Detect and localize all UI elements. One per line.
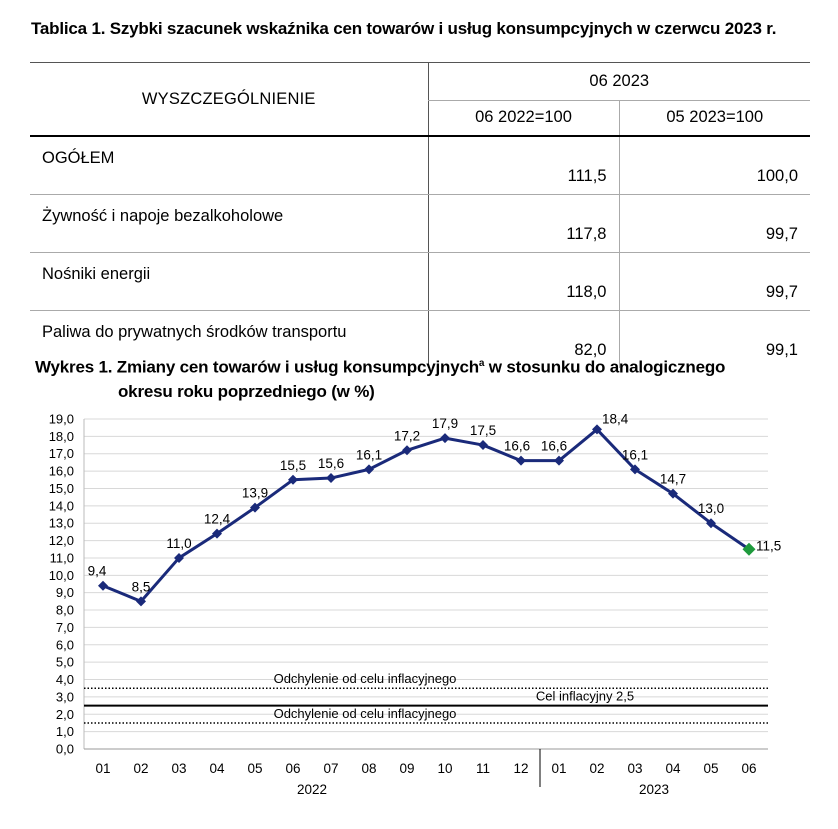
x-tick-label: 09: [399, 761, 415, 776]
data-label: 18,4: [602, 411, 629, 427]
data-label: 15,5: [279, 457, 307, 473]
x-tick-label: 02: [589, 761, 605, 776]
y-tick-label: 16,0: [48, 463, 74, 479]
year-label: 2023: [638, 782, 670, 797]
data-point-marker: [440, 433, 450, 443]
data-label: 11,5: [756, 538, 782, 554]
row-label: OGÓŁEM: [30, 136, 428, 195]
x-tick-label: 11: [475, 761, 491, 776]
data-label: 16,6: [540, 438, 568, 454]
y-tick-label: 9,0: [55, 585, 74, 601]
chart-title-line1-end: w stosunku do analogicznego: [484, 357, 726, 377]
row-value-yoy: 82,0: [428, 311, 619, 369]
data-point-marker: [364, 464, 374, 474]
chart-title-footnote-mark: a: [478, 358, 485, 369]
data-point-marker: [326, 473, 336, 483]
y-tick-label: 8,0: [55, 602, 74, 618]
x-tick-label: 08: [361, 761, 377, 776]
y-tick-label: 5,0: [55, 654, 74, 670]
row-value-mom: 100,0: [619, 136, 810, 195]
header-period: 06 2023: [428, 63, 810, 101]
x-tick-label: 05: [703, 761, 719, 776]
y-tick-label: 2,0: [55, 706, 74, 722]
reference-line-label: Cel inflacyjny 2,5: [535, 688, 635, 704]
x-tick-label: 10: [437, 761, 453, 776]
y-tick-label: 18,0: [48, 428, 74, 444]
chart-title-line1: Wykres 1. Zmiany cen towarów i usług konsumpcyjnych: [35, 357, 479, 377]
row-value-mom: 99,7: [619, 253, 810, 311]
x-tick-label: 12: [513, 761, 529, 776]
y-tick-label: 19,0: [48, 411, 74, 427]
data-label: 13,9: [241, 485, 269, 501]
row-value-yoy: 111,5: [428, 136, 619, 195]
chart-title-line2: okresu roku poprzedniego (w %): [118, 381, 375, 401]
x-tick-label: 04: [209, 761, 225, 776]
reference-line-label: Odchylenie od celu inflacyjnego: [273, 671, 457, 687]
row-label: Nośniki energii: [30, 253, 428, 311]
x-tick-label: 01: [551, 761, 567, 776]
data-label: 13,0: [697, 501, 725, 517]
x-tick-label: 05: [247, 761, 263, 776]
data-label: 17,5: [469, 423, 497, 439]
y-tick-label: 1,0: [55, 724, 74, 740]
row-value-mom: 99,1: [619, 311, 810, 369]
data-label: 16,1: [621, 447, 649, 463]
data-label: 8,5: [131, 579, 151, 595]
y-tick-label: 13,0: [48, 515, 74, 531]
y-tick-label: 17,0: [48, 446, 74, 462]
table-title: Tablica 1. Szybki szacunek wskaźnika cen towarów i usług konsumpcyjnych w czerwcu 2023 r.: [31, 19, 777, 38]
y-tick-label: 3,0: [55, 689, 74, 705]
y-tick-label: 10,0: [48, 567, 74, 583]
year-label: 2022: [296, 782, 328, 797]
reference-line-label: Odchylenie od celu inflacyjnego: [273, 705, 457, 721]
row-value-mom: 99,7: [619, 195, 810, 253]
y-tick-label: 12,0: [48, 533, 74, 549]
x-tick-label: 07: [323, 761, 339, 776]
y-tick-label: 14,0: [48, 498, 74, 514]
header-base-yoy: 06 2022=100: [428, 100, 619, 136]
data-label: 14,7: [659, 471, 687, 487]
y-tick-label: 4,0: [55, 672, 74, 688]
row-value-yoy: 118,0: [428, 253, 619, 311]
x-tick-label: 04: [665, 761, 681, 776]
x-tick-label: 01: [95, 761, 111, 776]
data-label: 11,0: [166, 535, 192, 551]
x-tick-label: 03: [171, 761, 187, 776]
header-main: WYSZCZEGÓLNIENIE: [30, 63, 428, 137]
data-label: 12,4: [203, 511, 231, 527]
x-tick-label: 03: [627, 761, 643, 776]
header-base-mom: 05 2023=100: [619, 100, 810, 136]
data-point-marker: [516, 456, 526, 466]
y-tick-label: 0,0: [55, 741, 74, 757]
y-tick-label: 11,0: [49, 550, 74, 566]
data-label: 15,6: [317, 456, 345, 472]
data-label: 16,6: [503, 438, 531, 454]
data-point-marker: [478, 440, 488, 450]
data-label: 17,2: [393, 428, 421, 444]
x-tick-label: 06: [741, 761, 757, 776]
y-tick-label: 7,0: [55, 619, 74, 635]
data-label: 9,4: [87, 563, 107, 579]
row-value-yoy: 117,8: [428, 195, 619, 253]
data-label: 17,9: [431, 416, 459, 432]
row-label: Paliwa do prywatnych środków transportu: [42, 323, 347, 341]
x-tick-label: 02: [133, 761, 149, 776]
data-label: 16,1: [355, 447, 383, 463]
row-label: Żywność i napoje bezalkoholowe: [30, 195, 428, 253]
y-tick-label: 6,0: [55, 637, 74, 653]
y-tick-label: 15,0: [48, 480, 74, 496]
x-tick-label: 06: [285, 761, 301, 776]
data-point-marker: [98, 581, 108, 591]
